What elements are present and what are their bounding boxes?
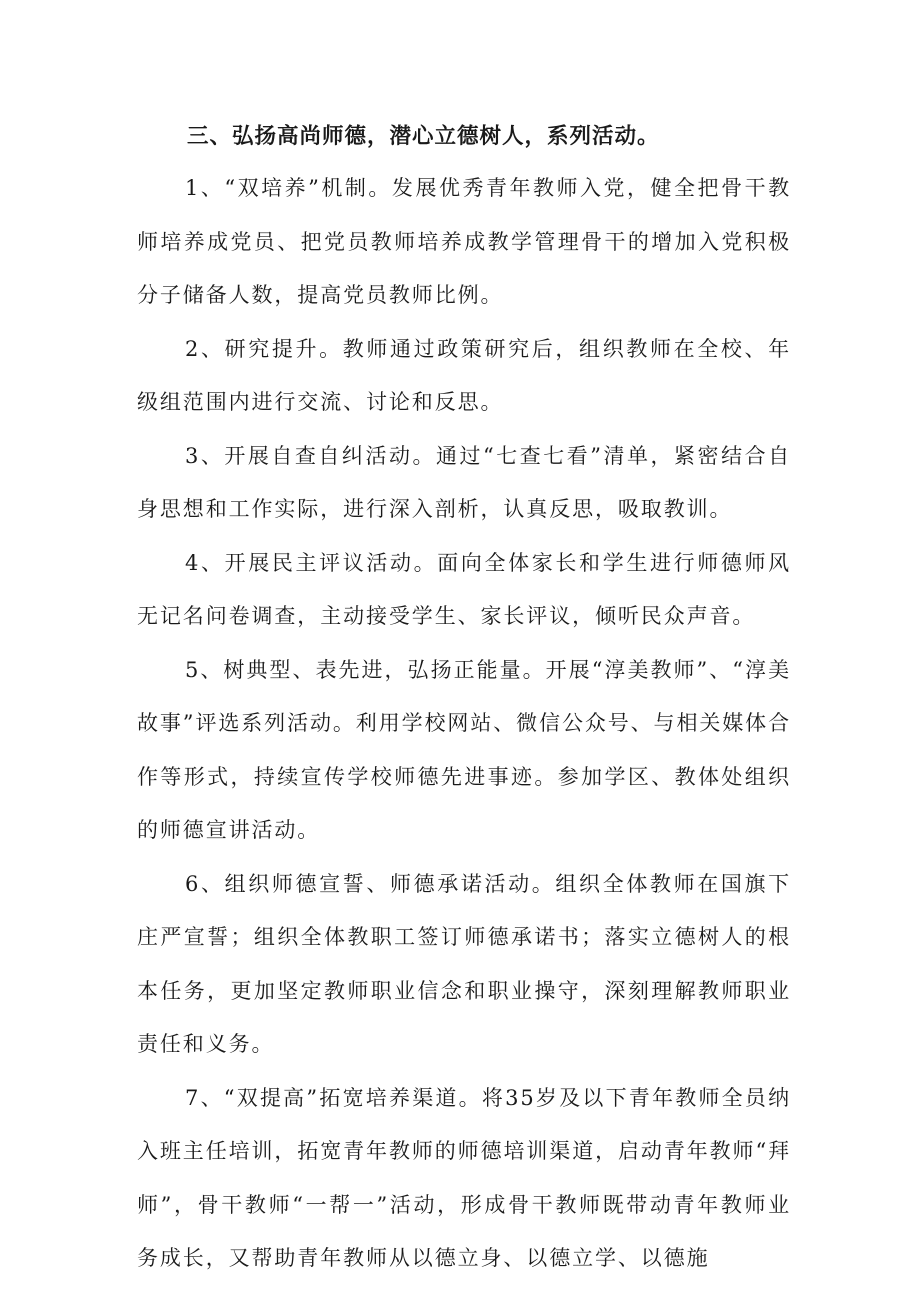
document-body: [137, 112, 791, 1286]
paragraph-3: 3、开展自查自纠活动。通过“七查七看”清单，紧密结合自身思想和工作实际，进行深入剖析，认真反思，吸取教训。: [137, 443, 791, 521]
paragraph-7: 7、“双提高”拓宽培养渠道。将35岁及以下青年教师全员纳入班主任培训，拓宽青年教师的师德培训渠道，启动青年教师“拜师”，骨干教师“一帮一”活动，形成骨干教师既带动青年教师业务成长，又帮助青年教师从以德立身、以德立学、以德施: [137, 1085, 791, 1270]
paragraph-6: 6、组织师德宣誓、师德承诺活动。组织全体教师在国旗下庄严宣誓；组织全体教职工签订师德承诺书；落实立德树人的根本任务，更加坚定教师职业信念和职业操守，深刻理解教师职业责任和义务。: [137, 871, 791, 1056]
paragraph-4: 4、开展民主评议活动。面向全体家长和学生进行师德师风无记名问卷调查，主动接受学生、家长评议，倾听民众声音。: [137, 550, 791, 628]
paragraph-5: 5、树典型、表先进，弘扬正能量。开展“淳美教师”、“淳美故事”评选系列活动。利用学校网站、微信公众号、与相关媒体合作等形式，持续宣传学校师德先进事迹。参加学区、教体处组织的师德宣讲活动。: [137, 657, 791, 842]
section-heading: 三、弘扬高尚师德，潜心立德树人，系列活动。: [187, 124, 660, 149]
paragraph-1: 1、“双培养”机制。发展优秀青年教师入党，健全把骨干教师培养成党员、把党员教师培养成教学管理骨干的增加入党积极分子储备人数，提高党员教师比例。: [137, 176, 791, 307]
paragraph-2: 2、研究提升。教师通过政策研究后，组织教师在全校、年级组范围内进行交流、讨论和反思。: [137, 336, 791, 414]
